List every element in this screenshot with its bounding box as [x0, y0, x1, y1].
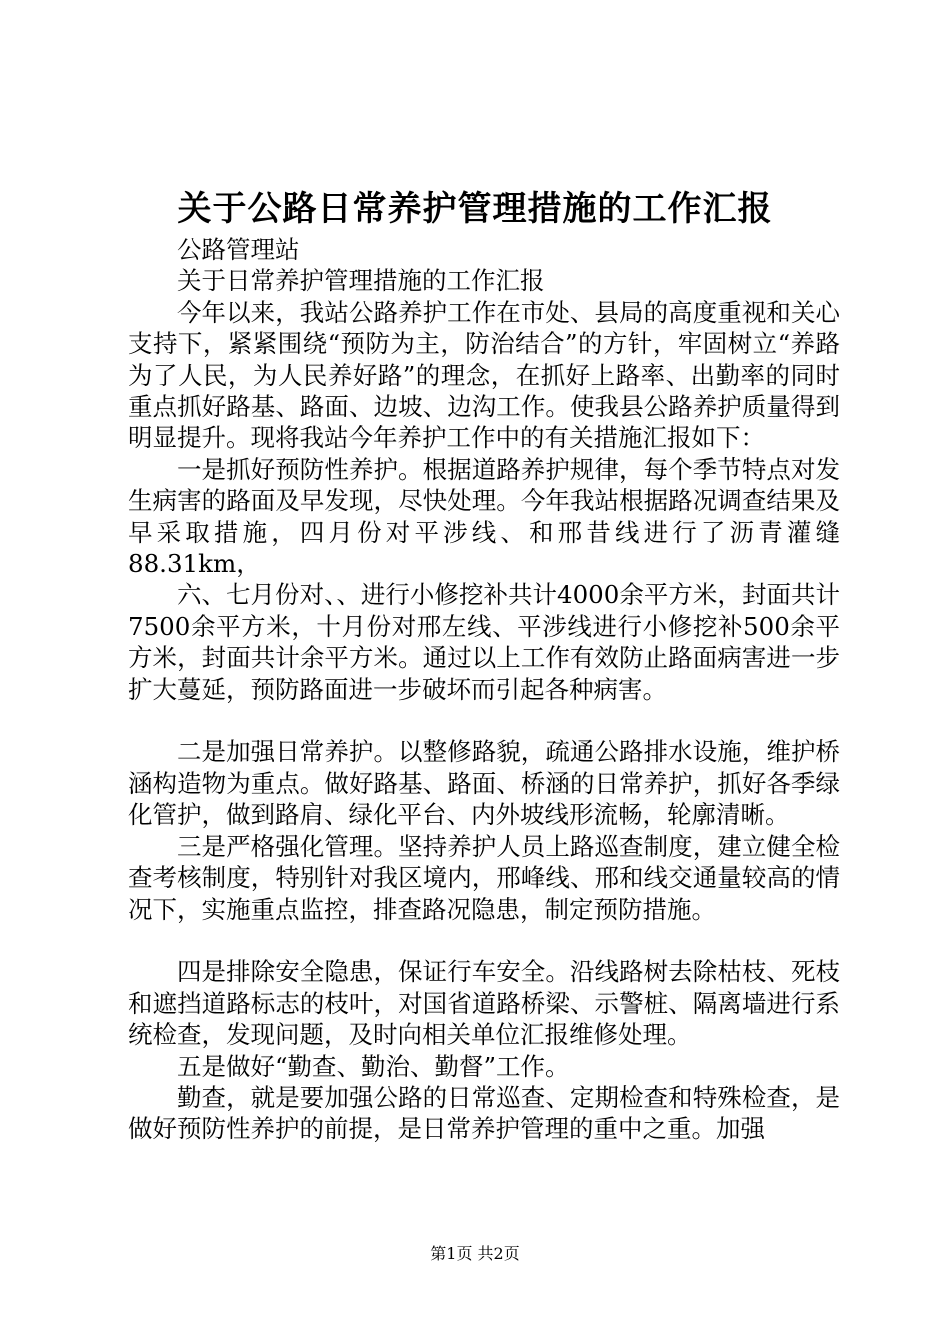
page-footer: 第1页 共2页 — [430, 1244, 520, 1263]
paragraph-safety-hazards: 四是排除安全隐患，保证行车安全。沿线路树去除枯枝、死枝和遮挡道路标志的枝叶，对国省道路桥梁、示警桩、隔离墙进行系统检查，发现问题，及时向相关单位汇报维修处理。 — [128, 957, 840, 1050]
paragraph-preventive-maintenance: 一是抓好预防性养护。根据道路养护规律，每个季节特点对发生病害的路面及早发现，尽快处理。今年我站根据路况调查结果及早采取措施，四月份对平涉线、和邢昔线进行了沥青灌缝88.31km， — [128, 454, 840, 579]
document-title: 关于公路日常养护管理措施的工作汇报 — [177, 189, 773, 229]
report-subtitle: 关于日常养护管理措施的工作汇报 — [177, 266, 545, 296]
intro-paragraph: 今年以来，我站公路养护工作在市处、县局的高度重视和关心支持下，紧紧围绕“预防为主，防治结合”的方针，牢固树立“养路为了人民，为人民养好路”的理念，在抓好上路率、出勤率的同时重点抓好路基、路面、边坡、边沟工作。使我县公路养护质量得到明显提升。现将我站今年养护工作中的有关措施汇报如下： — [128, 297, 840, 453]
paragraph-strict-management: 三是严格强化管理。坚持养护人员上路巡查制度，建立健全检查考核制度，特别针对我区境内，邢峰线、邢和线交通量较高的情况下，实施重点监控，排查路况隐患，制定预防措施。 — [128, 831, 840, 924]
paragraph-daily-maintenance: 二是加强日常养护。以整修路貌，疏通公路排水设施，维护桥涵构造物为重点。做好路基、路面、桥涵的日常养护，抓好各季绿化管护，做到路肩、绿化平台、内外坡线形流畅，轮廓清晰。 — [128, 737, 840, 830]
paragraph-repair-details: 六、七月份对、、进行小修挖补共计4000余平方米，封面共计7500余平方米，十月份对邢左线、平涉线进行小修挖补500余平方米，封面共计余平方米。通过以上工作有效防止路面病害进一步扩大蔓延，预防路面进一步破坏而引起各种病害。 — [128, 580, 840, 704]
paragraph-three-diligences: 五是做好“勤查、勤治、勤督”工作。 — [177, 1051, 570, 1081]
paragraph-diligent-inspection: 勤查，就是要加强公路的日常巡查、定期检查和特殊检查，是做好预防性养护的前提，是日常养护管理的重中之重。加强 — [128, 1082, 840, 1144]
document-body — [128, 234, 840, 1145]
organization-line: 公路管理站 — [177, 235, 300, 264]
